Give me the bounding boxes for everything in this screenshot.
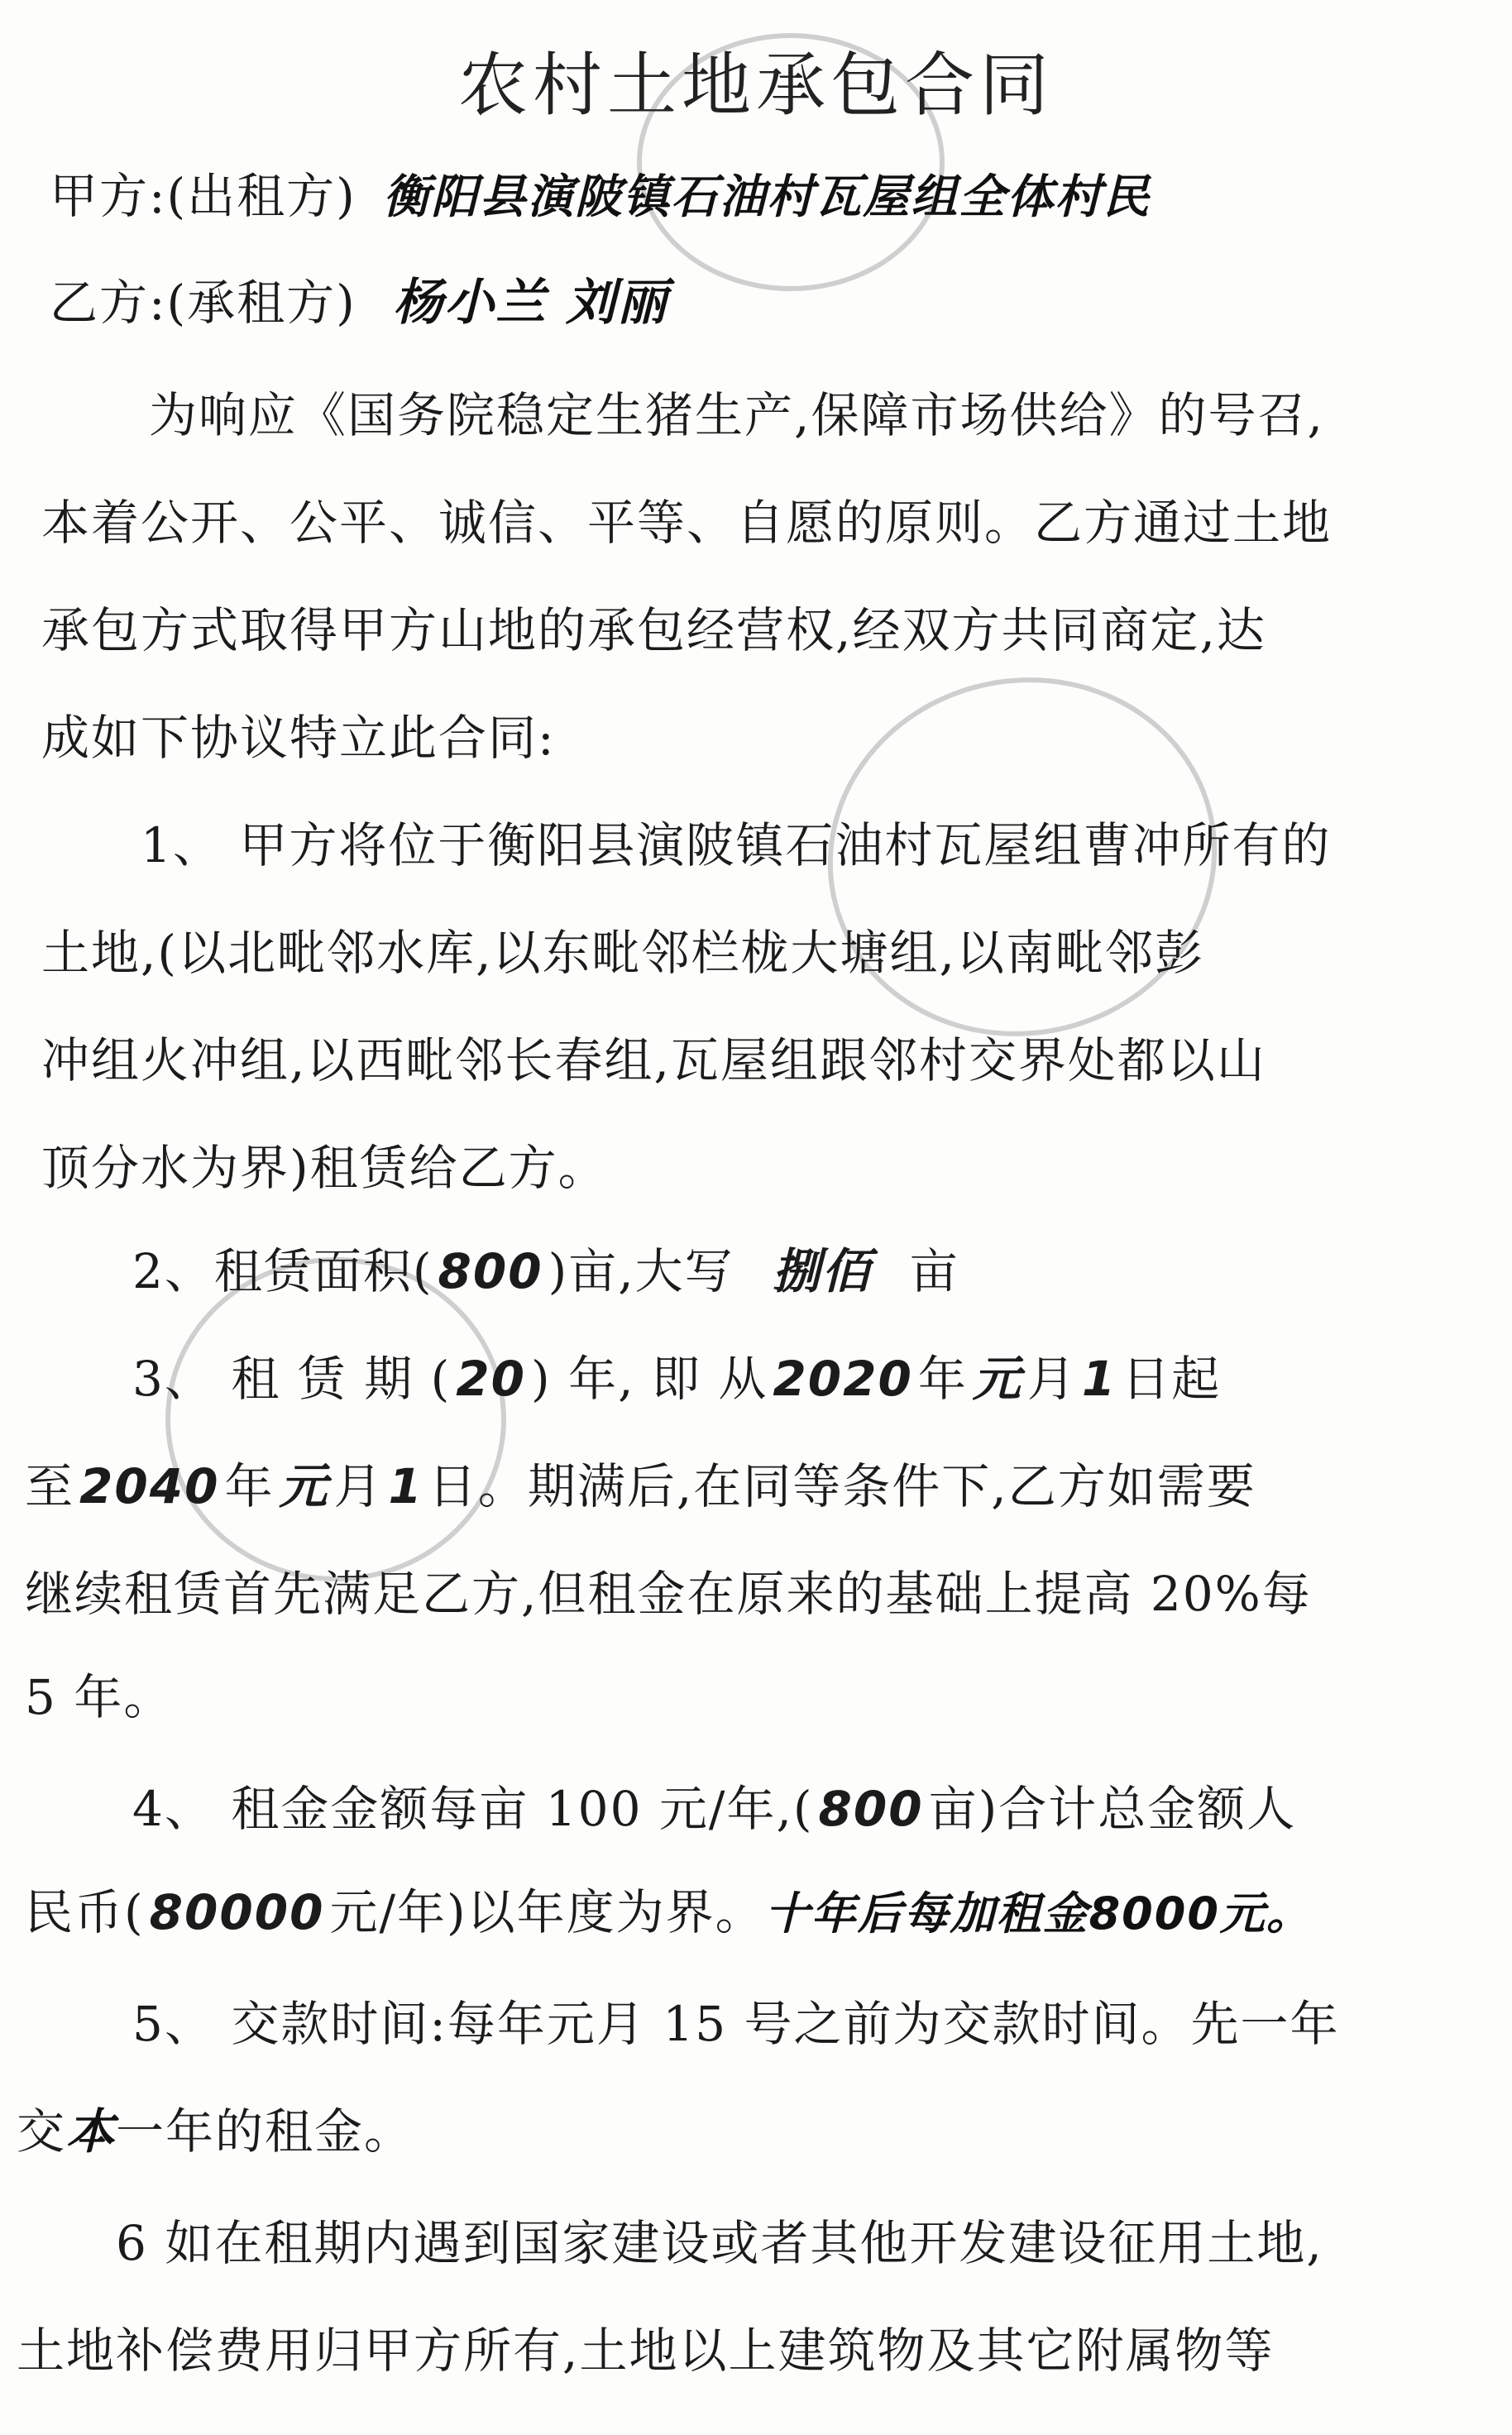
clause-5-line-1: 5、 交款时间:每年元月 15 号之前为交款时间。先一年 [132,1996,1340,2052]
party-a-label: 甲方:(出租方) [50,168,356,224]
clause-6-line-2: 土地补偿费用归甲方所有,土地以上建筑物及其它附属物等 [17,2323,1275,2379]
clause-1-line-3: 冲组火冲组,以西毗邻长春组,瓦屋组跟邻村交界处都以山 [41,1032,1266,1088]
rent-area-handwritten: 800 [818,1781,924,1837]
end-month-handwritten: 元 [279,1458,329,1514]
clause-4-line-2: 民币( 80000 元/年)以年度为界。十年后每加租金8000元。 [25,1884,1313,1940]
clause-1-line-1: 1、 甲方将位于衡阳县演陂镇石油村瓦屋组曹冲所有的 [141,817,1332,873]
party-b-label: 乙方:(承租方) [50,275,356,331]
intro-line-1: 为响应《国务院稳定生猪生产,保障市场供给》的号召, [149,387,1324,443]
contract-title: 农村土地承包合同 [457,45,1054,126]
inserted-handwritten-character: 本 [66,2103,117,2160]
party-b-line [50,263,668,334]
clause-3-line-4: 5 年。 [25,1669,174,1725]
rent-increase-handwritten-note: 十年后每加租金8000元。 [764,1887,1313,1940]
clause-5-line-2: 交本一年的租金。 [17,2103,414,2160]
start-month-handwritten: 元 [972,1351,1022,1407]
rent-amount-handwritten: 80000 [149,1884,325,1940]
clause-1-line-2: 土地,(以北毗邻水库,以东毗邻栏栊大塘组,以南毗邻彭 [41,925,1204,981]
end-year-handwritten: 2040 [79,1458,220,1514]
end-day-handwritten: 1 [388,1458,423,1514]
official-seal-lower [165,1257,506,1581]
intro-line-2: 本着公开、公平、诚信、平等、自愿的原则。乙方通过土地 [41,495,1333,551]
clause-3-line-3: 继续租赁首先满足乙方,但租金在原来的基础上提高 20%每 [25,1566,1312,1622]
clause-2-line: 2、租赁面积( 800 )亩,大写 捌佰 亩 [132,1243,959,1299]
clause-6-line-1: 6 如在租期内遇到国家建设或者其他开发建设征用土地, [116,2215,1323,2271]
clause-3-line-2: 至 2040 年 元 月 1 日。期满后,在同等条件下,乙方如需要 [25,1458,1256,1514]
start-year-handwritten: 2020 [773,1351,913,1407]
lease-years-handwritten: 20 [456,1351,526,1407]
clause-1-line-4: 顶分水为界)租赁给乙方。 [41,1140,608,1196]
intro-line-3: 承包方式取得甲方山地的承包经营权,经双方共同商定,达 [41,602,1266,658]
party-b-handwritten: 杨小兰 刘丽 [393,274,669,332]
start-day-handwritten: 1 [1081,1351,1117,1407]
party-a-handwritten: 衡阳县演陂镇石油村瓦屋组全体村民 [383,170,1151,224]
intro-line-4: 成如下协议特立此合同: [41,710,556,766]
lease-area-handwritten: 800 [438,1243,543,1299]
clause-3-line-1: 3、 租 赁 期 ( 20 ) 年, 即 从 2020 年 元 月 1 日起 [132,1351,1222,1407]
party-a-line [50,157,1151,227]
lease-area-capitalized-handwritten: 捌佰 [772,1243,872,1299]
clause-4-line-1: 4、 租金金额每亩 100 元/年,( 800 亩)合计总金额人 [132,1781,1297,1837]
